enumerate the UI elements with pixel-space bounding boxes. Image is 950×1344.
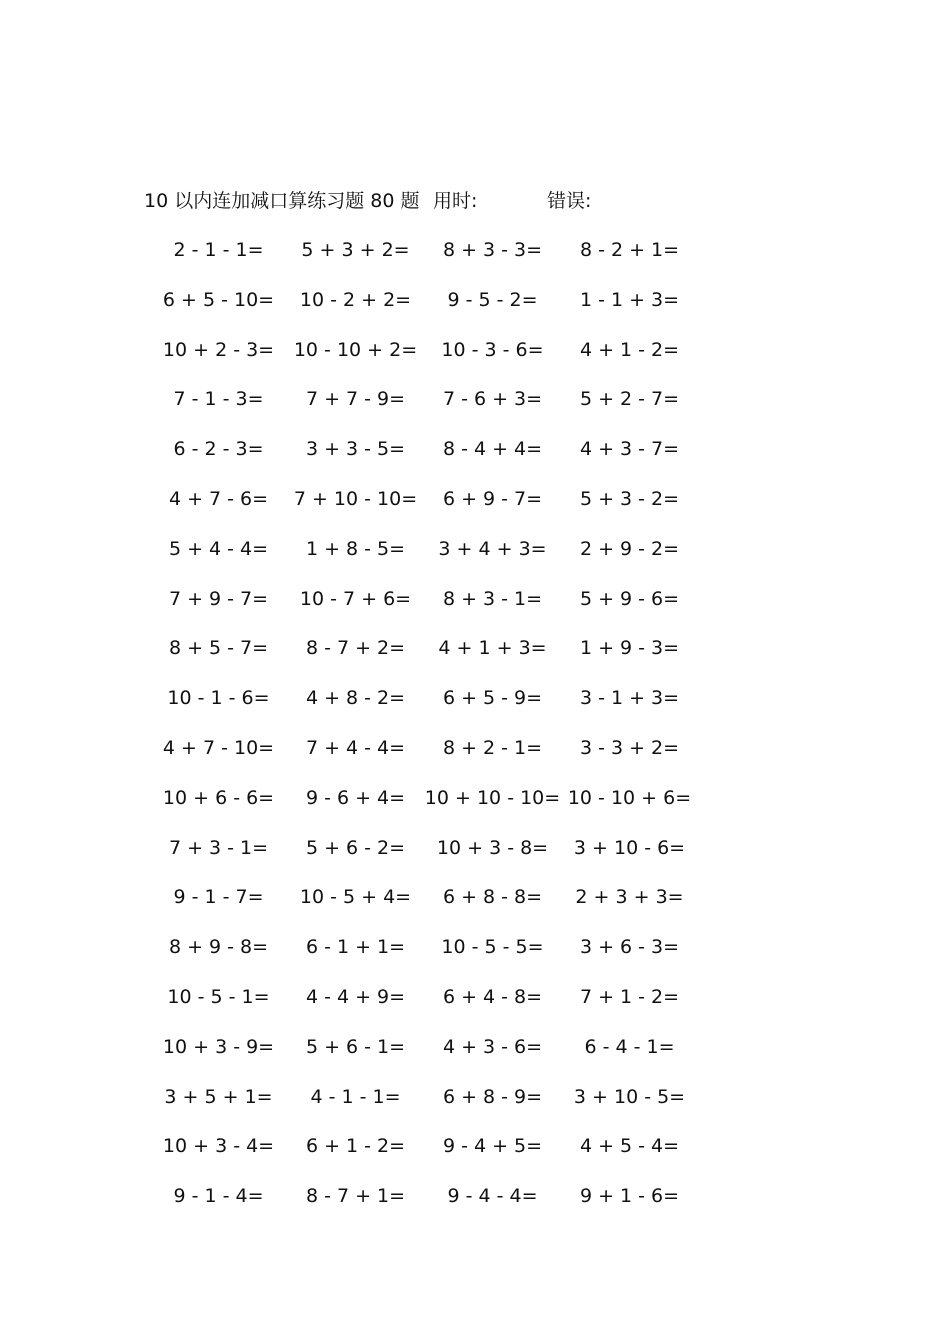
problem-row <box>150 883 710 933</box>
problem-cell: 10 + 2 - 3= <box>162 338 275 361</box>
problem-cell: 10 - 3 - 6= <box>441 338 544 361</box>
problem-row <box>150 1033 710 1083</box>
problem-row <box>150 485 710 535</box>
problem-cell: 9 - 1 - 7= <box>173 886 264 909</box>
problem-cell: 10 - 7 + 6= <box>299 587 412 610</box>
problem-row <box>150 634 710 684</box>
problem-cell: 6 + 8 - 8= <box>442 886 543 909</box>
problem-cell: 10 - 5 - 5= <box>441 936 544 959</box>
problem-cell: 8 - 2 + 1= <box>579 239 680 261</box>
problem-cell: 10 + 3 - 4= <box>162 1135 275 1158</box>
problem-cell: 10 + 10 - 10= <box>424 786 561 809</box>
problem-cell: 6 + 8 - 9= <box>442 1085 543 1108</box>
problem-row <box>150 784 710 834</box>
problem-cell: 6 - 1 + 1= <box>305 936 406 959</box>
problem-row <box>150 385 710 435</box>
problem-cell: 5 + 9 - 6= <box>579 587 680 610</box>
problem-cell: 4 + 3 - 7= <box>579 438 680 461</box>
problem-cell: 7 + 7 - 9= <box>305 388 406 411</box>
problem-cell: 4 - 1 - 1= <box>310 1085 401 1108</box>
problem-cell: 8 + 3 - 1= <box>442 587 543 610</box>
problem-cell: 10 - 10 + 6= <box>567 786 692 809</box>
problem-cell: 3 + 3 - 5= <box>305 438 406 461</box>
problem-cell: 9 - 6 + 4= <box>305 786 406 809</box>
problem-cell: 4 + 8 - 2= <box>305 687 406 710</box>
problem-cell: 6 - 4 - 1= <box>584 1035 675 1058</box>
problem-cell: 6 + 9 - 7= <box>442 487 543 510</box>
problem-cell: 2 + 9 - 2= <box>579 537 680 560</box>
problem-cell: 5 + 6 - 1= <box>305 1035 406 1058</box>
problem-cell: 5 + 3 - 2= <box>579 487 680 510</box>
problem-cell: 10 - 5 - 1= <box>167 985 270 1008</box>
problem-cell: 7 + 9 - 7= <box>168 587 269 610</box>
problem-cell: 9 - 5 - 2= <box>447 288 538 311</box>
problem-cell: 7 - 1 - 3= <box>173 388 264 411</box>
problem-row <box>150 585 710 635</box>
worksheet-title: 10 以内连加减口算练习题 80 题 <box>144 190 420 212</box>
problem-row <box>150 983 710 1033</box>
problem-cell: 2 + 3 + 3= <box>575 886 684 909</box>
errors-label: 错误: <box>547 190 592 212</box>
problem-cell: 10 - 10 + 2= <box>293 338 418 361</box>
problem-cell: 3 + 10 - 6= <box>573 836 686 859</box>
problem-row <box>150 535 710 585</box>
problem-cell: 4 + 1 - 2= <box>579 338 680 361</box>
problem-cell: 1 - 1 + 3= <box>579 288 680 311</box>
problem-cell: 10 + 6 - 6= <box>162 786 275 809</box>
problem-row <box>150 336 710 386</box>
problem-row <box>150 236 710 286</box>
time-label: 用时: <box>433 190 478 212</box>
problem-cell: 4 - 4 + 9= <box>305 985 406 1008</box>
problem-row <box>150 286 710 336</box>
problem-cell: 3 - 1 + 3= <box>579 687 680 710</box>
problem-cell: 6 - 2 - 3= <box>173 438 264 461</box>
problem-cell: 9 - 4 - 4= <box>447 1185 538 1208</box>
problem-cell: 10 - 2 + 2= <box>299 288 412 311</box>
problem-row <box>150 1182 710 1232</box>
problem-cell: 4 + 7 - 10= <box>162 736 275 759</box>
problem-cell: 10 - 1 - 6= <box>167 687 270 710</box>
problem-cell: 9 - 1 - 4= <box>173 1185 264 1208</box>
problem-cell: 5 + 2 - 7= <box>579 388 680 411</box>
problem-row <box>150 684 710 734</box>
problem-cell: 9 + 1 - 6= <box>579 1185 680 1208</box>
problem-cell: 5 + 4 - 4= <box>168 537 269 560</box>
problem-cell: 4 + 7 - 6= <box>168 487 269 510</box>
problem-cell: 6 + 5 - 9= <box>442 687 543 710</box>
problem-cell: 7 + 1 - 2= <box>579 985 680 1008</box>
problem-cell: 3 - 3 + 2= <box>579 736 680 759</box>
problem-cell: 5 + 6 - 2= <box>305 836 406 859</box>
problem-cell: 3 + 4 + 3= <box>438 537 547 560</box>
problem-row <box>150 1083 710 1133</box>
problem-row <box>150 834 710 884</box>
problem-grid <box>150 236 710 1232</box>
worksheet-header <box>0 187 950 215</box>
problem-cell: 6 + 5 - 10= <box>162 288 275 311</box>
problem-cell: 6 + 4 - 8= <box>442 985 543 1008</box>
problem-cell: 8 - 7 + 2= <box>305 637 406 660</box>
problem-cell: 8 + 2 - 1= <box>442 736 543 759</box>
problem-cell: 8 - 4 + 4= <box>442 438 543 461</box>
problem-cell: 8 + 9 - 8= <box>168 936 269 959</box>
problem-cell: 7 - 6 + 3= <box>442 388 543 411</box>
problem-cell: 2 - 1 - 1= <box>173 239 264 261</box>
problem-cell: 7 + 3 - 1= <box>168 836 269 859</box>
problem-cell: 3 + 6 - 3= <box>579 936 680 959</box>
problem-cell: 10 + 3 - 8= <box>436 836 549 859</box>
problem-cell: 8 + 5 - 7= <box>168 637 269 660</box>
problem-cell: 10 + 3 - 9= <box>162 1035 275 1058</box>
problem-cell: 4 + 1 + 3= <box>438 637 547 660</box>
problem-cell: 8 + 3 - 3= <box>442 239 543 261</box>
problem-cell: 8 - 7 + 1= <box>305 1185 406 1208</box>
problem-row <box>150 1132 710 1182</box>
problem-cell: 6 + 1 - 2= <box>305 1135 406 1158</box>
problem-cell: 9 - 4 + 5= <box>442 1135 543 1158</box>
problem-cell: 4 + 5 - 4= <box>579 1135 680 1158</box>
problem-cell: 7 + 10 - 10= <box>293 487 418 510</box>
problem-cell: 4 + 3 - 6= <box>442 1035 543 1058</box>
problem-row <box>150 435 710 485</box>
problem-row <box>150 734 710 784</box>
problem-cell: 1 + 9 - 3= <box>579 637 680 660</box>
problem-cell: 5 + 3 + 2= <box>301 239 410 261</box>
problem-cell: 3 + 10 - 5= <box>573 1085 686 1108</box>
problem-cell: 3 + 5 + 1= <box>164 1085 273 1108</box>
problem-row <box>150 933 710 983</box>
problem-cell: 7 + 4 - 4= <box>305 736 406 759</box>
problem-cell: 1 + 8 - 5= <box>305 537 406 560</box>
problem-cell: 10 - 5 + 4= <box>299 886 412 909</box>
